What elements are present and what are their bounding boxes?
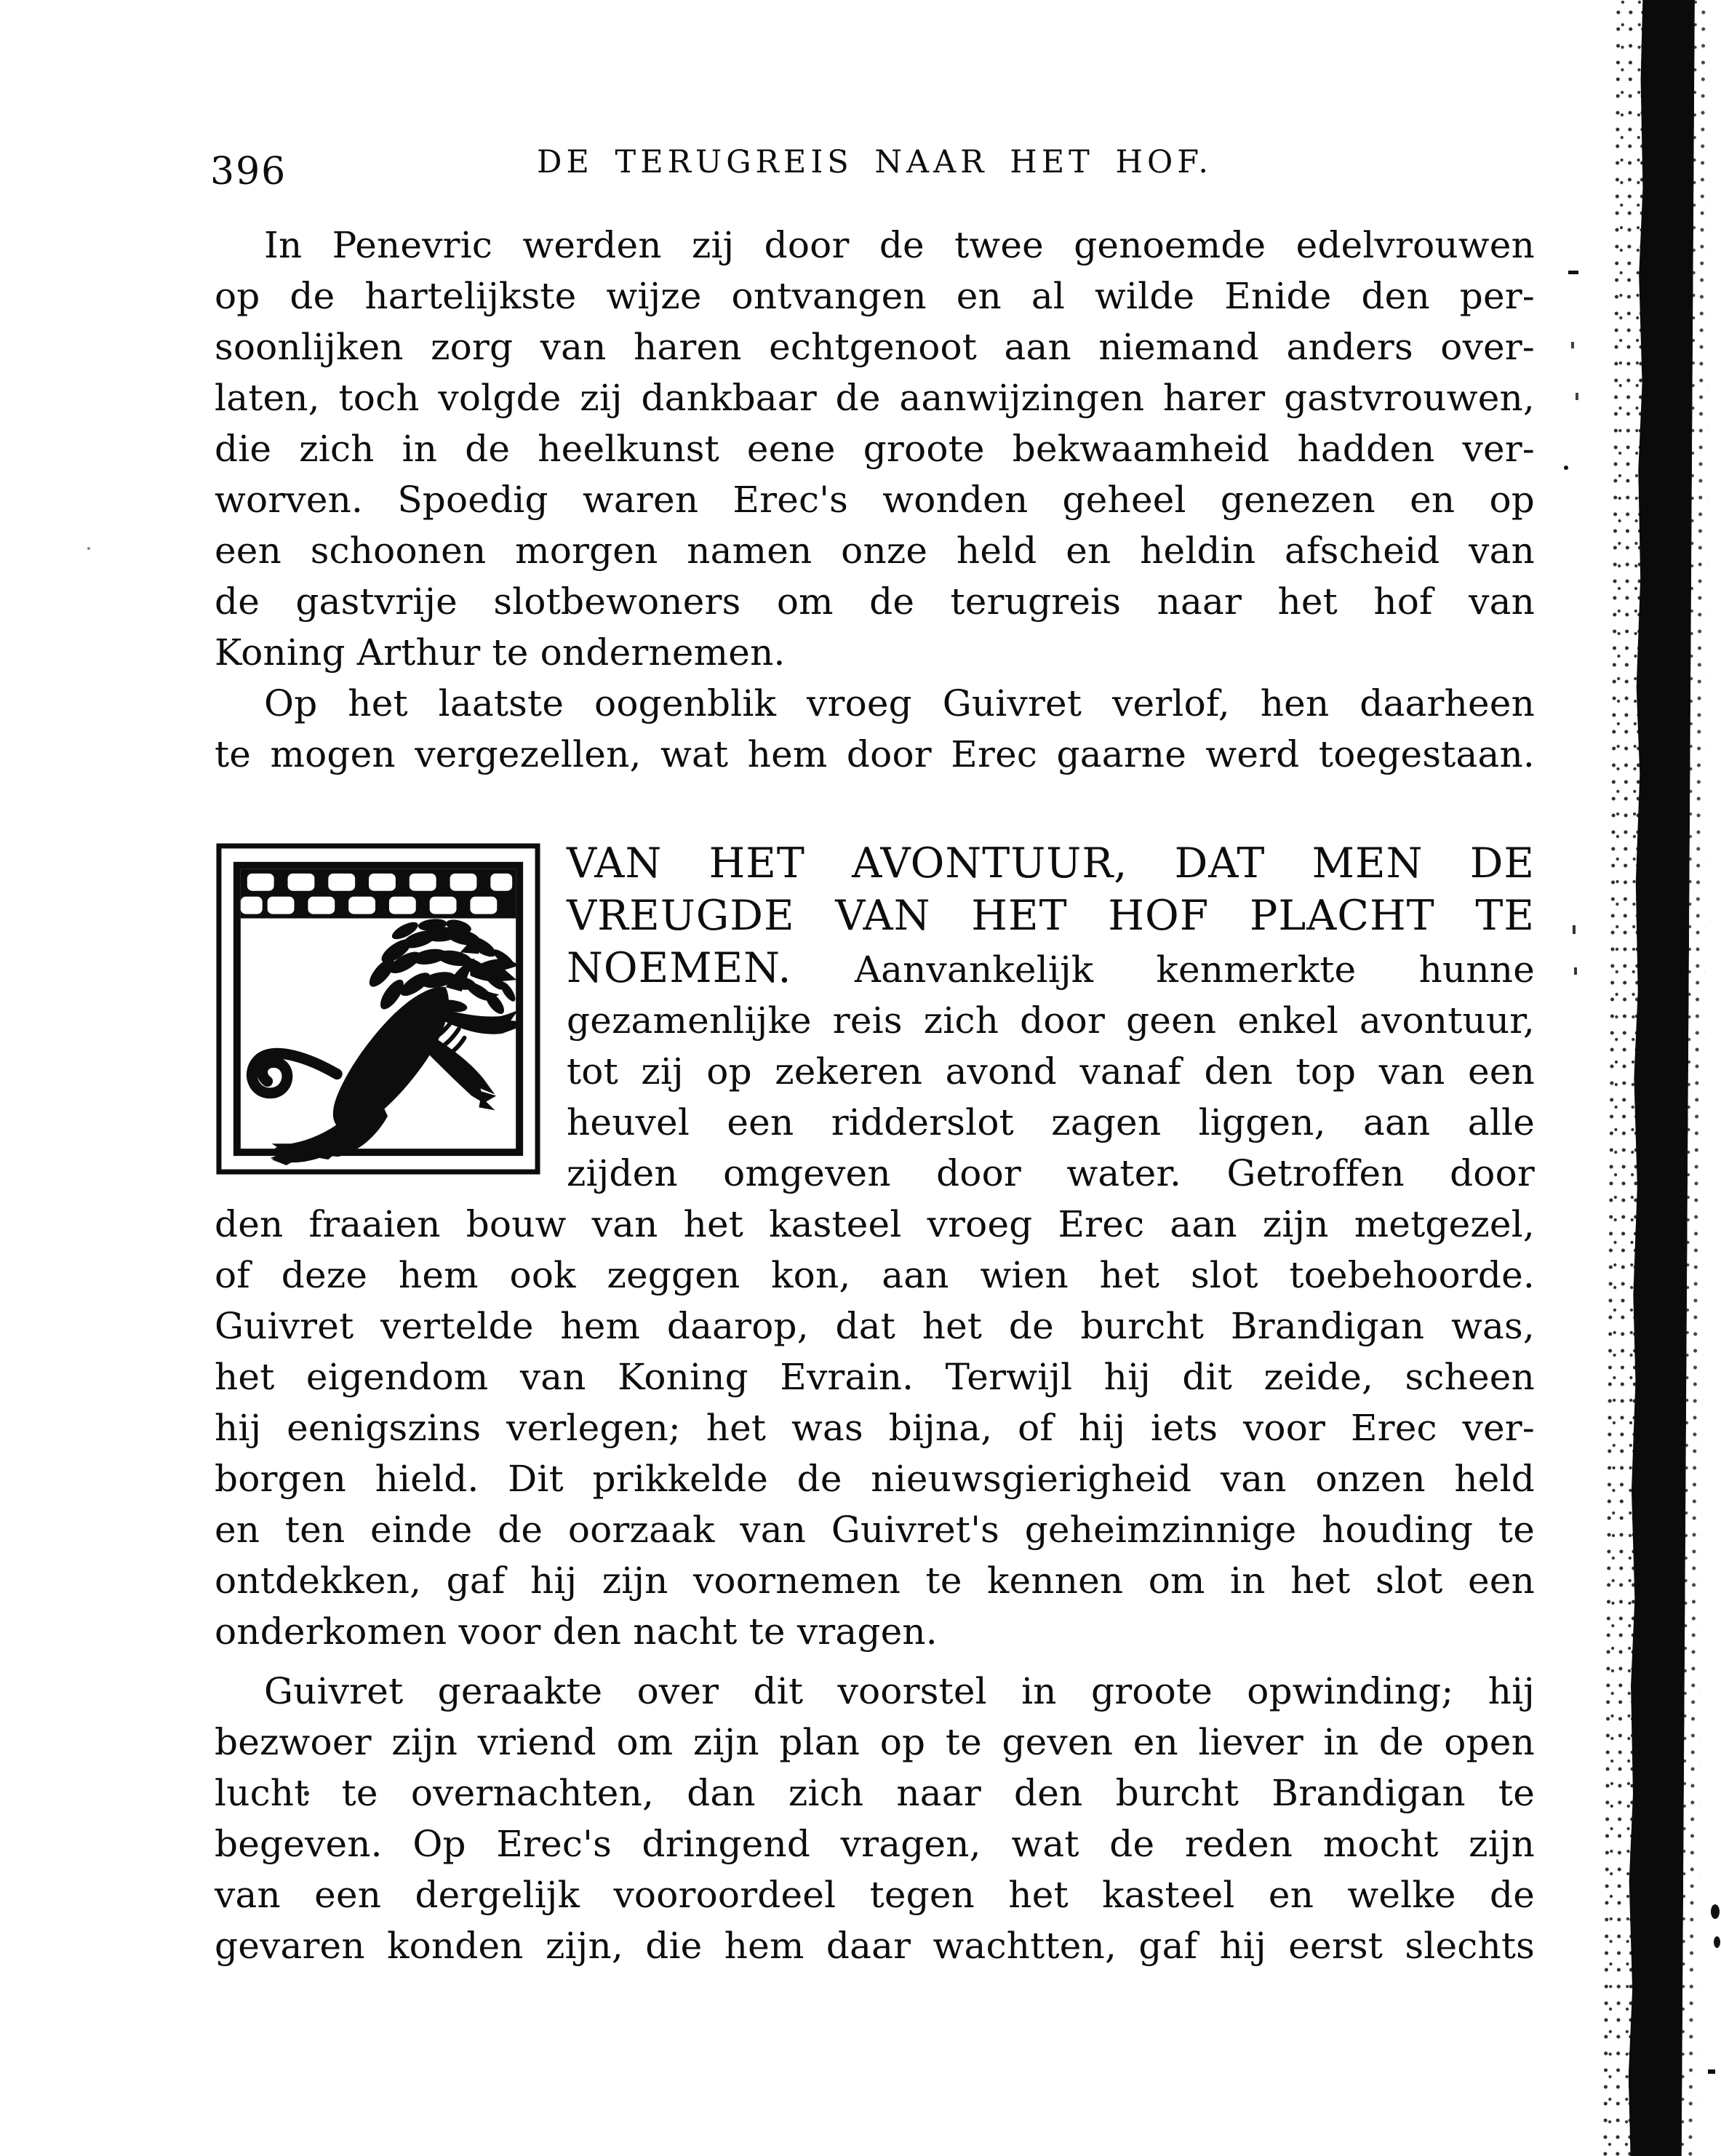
- text-line: soonlijken zorg van haren echtgenoot aan niemand anders over-: [215, 326, 1535, 368]
- scan-speck: [1573, 925, 1576, 934]
- text-line: den fraaien bouw van het kasteel vroeg Erec aan zijn metgezel,: [215, 1203, 1535, 1245]
- scan-speck: [1564, 466, 1568, 470]
- text-line: begeven. Op Erec's dringend vragen, wat de reden mocht zijn: [215, 1823, 1535, 1865]
- paragraph-2: [215, 678, 1535, 780]
- scan-speck: [1576, 393, 1578, 400]
- text-line: gevaren konden zijn, die hem daar wachtten, gaf hij eerst slechts: [215, 1925, 1535, 1967]
- text-line: hij eenigszins verlegen; het was bijna, of hij iets voor Erec ver-: [215, 1407, 1535, 1449]
- scan-speck: [1714, 1936, 1720, 1948]
- text-line: lucht te overnachten, dan zich naar den burcht Brandigan te: [215, 1772, 1535, 1814]
- text-line: van een dergelijk vooroordeel tegen het kasteel en welke de: [215, 1874, 1535, 1916]
- text-line: ontdekken, gaf hij zijn voornemen te kennen om in het slot een: [215, 1560, 1535, 1602]
- page-header: [210, 144, 1535, 195]
- text-line: worven. Spoedig waren Erec's wonden geheel genezen en op: [215, 479, 1535, 521]
- lion-silhouette: [252, 917, 522, 1165]
- scan-speck: [87, 547, 90, 550]
- paragraph-4: [215, 1666, 1535, 1971]
- checker-band: [241, 869, 516, 919]
- scan-speck: [1574, 967, 1577, 975]
- small-caps-text: VREUGDE VAN HET HOF PLACHT TE: [567, 892, 1535, 940]
- text-line: het eigendom van Koning Evrain. Terwijl hij dit zeide, scheen: [215, 1356, 1535, 1398]
- text-line: Guivret geraakte over dit voorstel in groote opwinding; hij: [264, 1670, 1535, 1712]
- text-line: borgen hield. Dit prikkelde de nieuwsgierigheid van onzen held: [215, 1458, 1535, 1500]
- text-line: laten, toch volgde zij dankbaar de aanwijzingen harer gastvrouwen,: [215, 377, 1535, 419]
- text-line: heuvel een ridderslot zagen liggen, aan alle: [567, 1101, 1535, 1143]
- text-line: zijden omgeven door water. Getroffen door: [567, 1152, 1535, 1194]
- paragraph-1: [215, 220, 1535, 678]
- text-line: In Penevric werden zij door de twee genoemde edelvrouwen: [264, 224, 1535, 266]
- scan-speck: [1708, 2069, 1715, 2074]
- text-line: Koning Arthur te ondernemen.: [215, 631, 786, 674]
- text-line: bezwoer zijn vriend om zijn plan op te geven en liever in de open: [215, 1721, 1535, 1763]
- text-line: Guivret vertelde hem daarop, dat het de burcht Brandigan was,: [215, 1305, 1535, 1347]
- text-line: een schoonen morgen namen onze held en heldin afscheid van: [215, 530, 1535, 572]
- page-number: 396: [210, 150, 287, 193]
- text-line: of deze hem ook zeggen kon, aan wien het slot toebehoorde.: [215, 1254, 1535, 1296]
- small-caps-text: NOEMEN.: [567, 944, 792, 992]
- section-paragraph: [215, 838, 1535, 1657]
- scan-speck: [1711, 1904, 1720, 1919]
- text-line: de gastvrije slotbewoners om de terugreis naar het hof van: [215, 580, 1535, 623]
- text-line: tot zij op zekeren avond vanaf den top van een: [567, 1050, 1535, 1093]
- text-line: die zich in de heelkunst eene groote bekwaamheid hadden ver-: [215, 428, 1535, 470]
- woodcut-figure: [215, 842, 542, 1175]
- text-line: gezamenlijke reis zich door geen enkel avontuur,: [567, 999, 1535, 1042]
- running-title: DE TERUGREIS NAAR HET HOF.: [536, 144, 1213, 180]
- text-line: op de hartelijkste wijze ontvangen en al wilde Enide den per-: [215, 275, 1535, 317]
- text-column: [210, 0, 1535, 1971]
- body-text: Aanvankelijk kenmerkte hunne: [791, 949, 1535, 991]
- scan-speck: [1568, 271, 1578, 274]
- text-line: te mogen vergezellen, wat hem door Erec gaarne werd toegestaan.: [215, 733, 1535, 775]
- text-line: en ten einde de oorzaak van Guivret's geheimzinnige houding te: [215, 1509, 1535, 1551]
- text-line: Op het laatste oogenblik vroeg Guivret verlof, hen daarheen: [264, 682, 1535, 724]
- small-caps-text: VAN HET AVONTUUR, DAT MEN DE: [567, 839, 1535, 887]
- scan-gutter-shadow: [1602, 0, 1721, 2156]
- text-line: onderkomen voor den nacht te vragen.: [215, 1610, 938, 1653]
- rampant-lion-woodcut-illustration: [215, 842, 542, 1175]
- scan-speck: [1571, 342, 1574, 348]
